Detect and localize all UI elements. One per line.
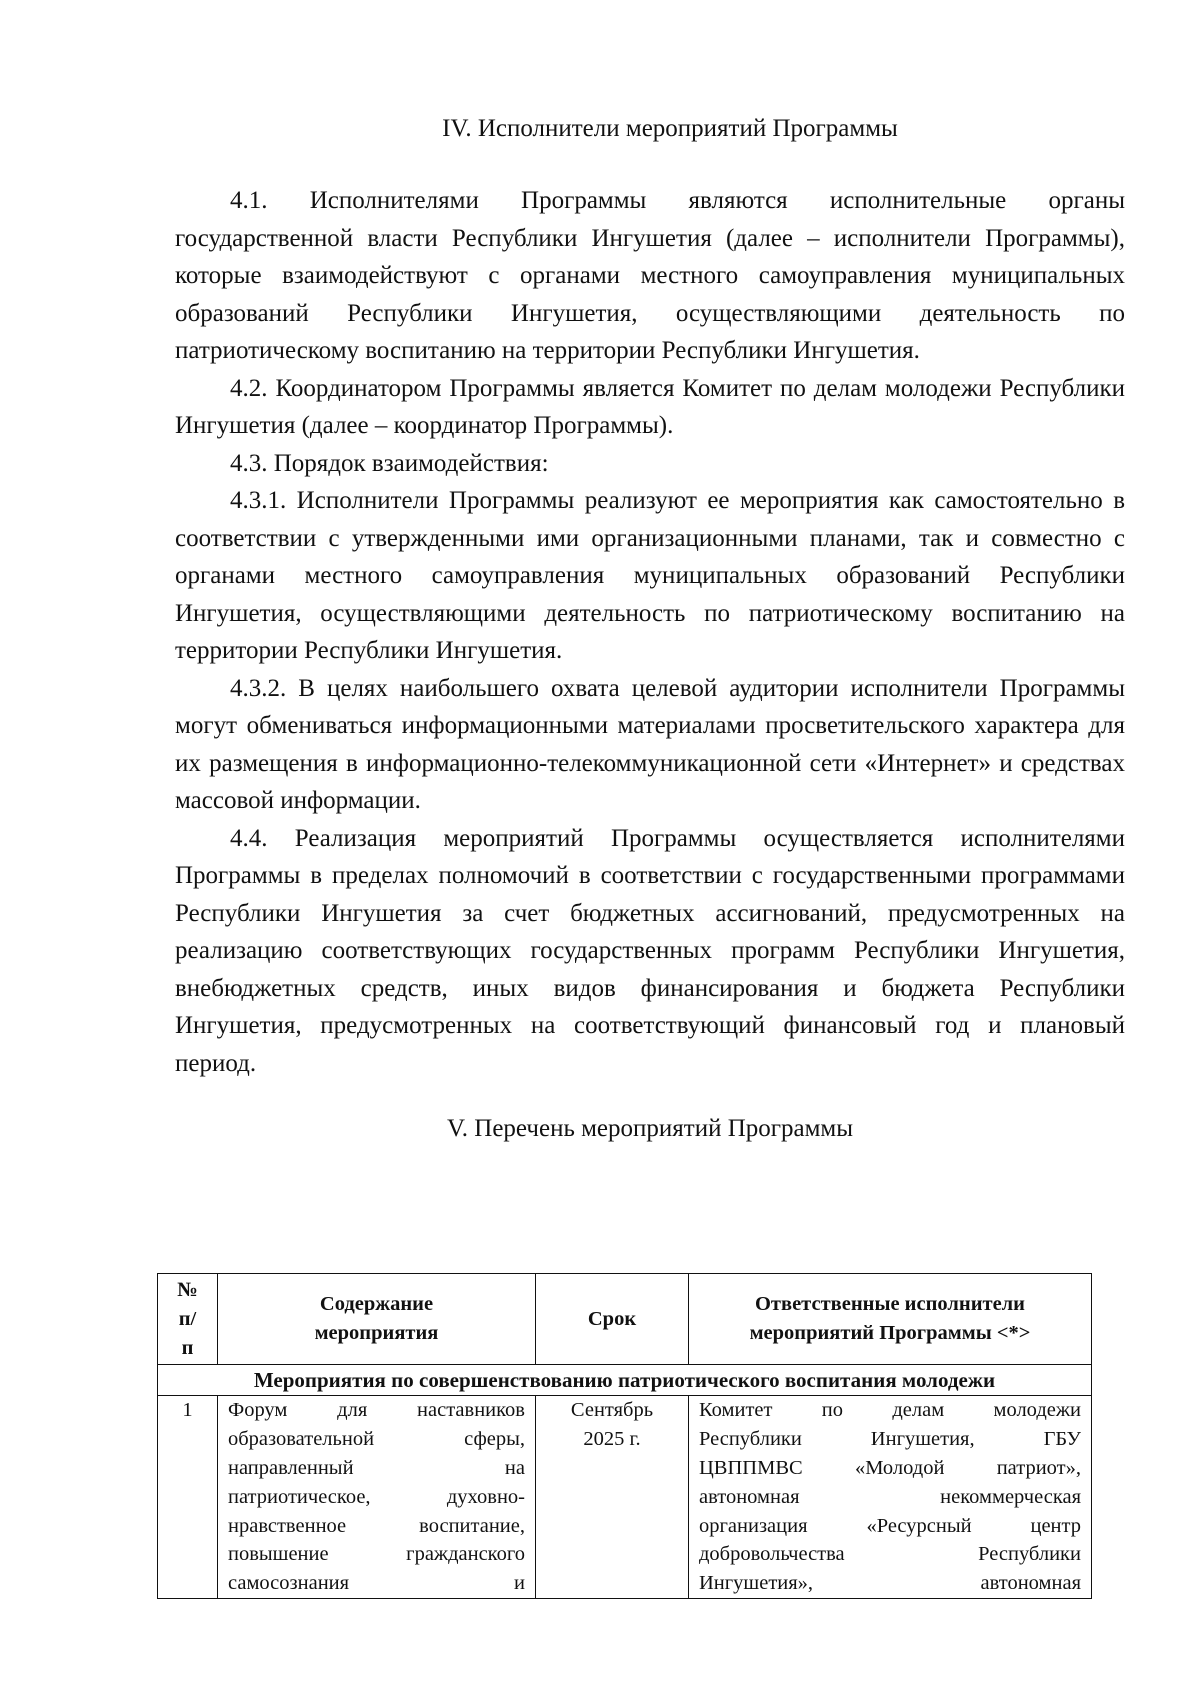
table-row bbox=[158, 1396, 1092, 1599]
header-number: № п/ п bbox=[158, 1274, 218, 1365]
document-body bbox=[175, 110, 1125, 1147]
section-4-title: IV. Исполнители мероприятий Программы bbox=[442, 115, 898, 142]
paragraph-4-3-2: 4.3.2. В целях наибольшего охвата целевой аудитории исполнители Программы могут обмениваться информационными материалами просветительского характера для их размещения в информационно-телекоммуникационной сети «Интернет» и средствах массовой информации. bbox=[175, 674, 1125, 814]
paragraph-4-3: 4.3. Порядок взаимодействия: bbox=[230, 449, 549, 477]
paragraph-4-4: 4.4. Реализация мероприятий Программы осуществляется исполнителями Программы в пределах полномочий в соответствии с государственными программами Республики Ингушетия за счет бюджетных ассигнований, предусмотренных на реализацию соответствующих государственных программ Республики Ингушетия, внебюджетных средств, иных видов финансирования и бюджета Республики Ингушетия, предусмотренных на соответствующий финансовый год и плановый период. bbox=[175, 824, 1125, 1077]
row-number: 1 bbox=[158, 1396, 218, 1599]
table-section-row bbox=[158, 1365, 1092, 1396]
section-5-title: V. Перечень мероприятий Программы bbox=[446, 1115, 854, 1142]
row-content: Форум для наставников образовательной сферы, направленный на патриотическое, духовно- нравственное воспитание, повышение гражданского самосознания и bbox=[218, 1396, 536, 1599]
paragraph-4-1: 4.1. Исполнителями Программы являются исполнительные органы государственной власти Республики Ингушетия (далее – исполнители Программы), которые взаимодействуют с органами местного самоуправления муниципальных образований Республики Ингушетия, осуществляющими деятельность по патриотическому воспитанию на территории Республики Ингушетия. bbox=[175, 187, 1125, 364]
paragraph-4-3-1: 4.3.1. Исполнители Программы реализуют ее мероприятия как самостоятельно в соответствии с утвержденными ими организационными планами, так и совместно с органами местного самоуправления муниципальных образований Республики Ингушетия, осуществляющими деятельность по патриотическому воспитанию на территории Республики Ингушетия. bbox=[175, 487, 1125, 664]
paragraph-4-2: 4.2. Координатором Программы является Комитет по делам молодежи Республики Ингушетия (далее – координатор Программы). bbox=[175, 374, 1125, 439]
row-term: Сентябрь 2025 г. bbox=[536, 1396, 689, 1599]
events-table bbox=[157, 1273, 1092, 1599]
row-responsible: Комитет по делам молодежи Республики Ингушетия, ГБУ ЦВППМВС «Молодой патриот», автономная некоммерческая организация «Ресурсный центр добровольчества Республики Ингушетия», автономная bbox=[689, 1396, 1092, 1599]
header-term: Срок bbox=[536, 1274, 689, 1365]
table-header-row bbox=[158, 1274, 1092, 1365]
header-responsible: Ответственные исполнители мероприятий Программы <*> bbox=[689, 1274, 1092, 1365]
header-content: Содержание мероприятия bbox=[218, 1274, 536, 1365]
section-row-title: Мероприятия по совершенствованию патриотического воспитания молодежи bbox=[158, 1365, 1092, 1396]
